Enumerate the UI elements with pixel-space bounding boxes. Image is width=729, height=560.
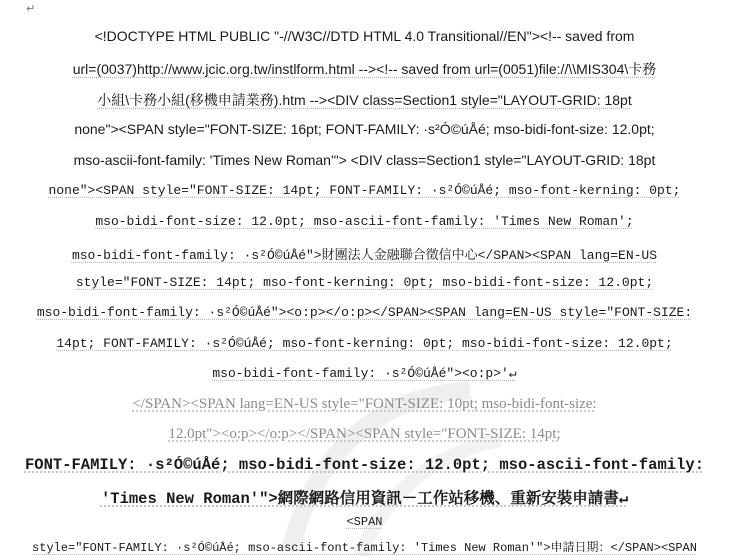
text-line: FONT-FAMILY: ·s²Ó©úÅé; mso-bidi-font-size: 12.0pt; mso-ascii-font-family: — [24, 456, 704, 474]
text-line: mso-bidi-font-family: ·s²Ó©úÅé"><o:p></o:p></SPAN><SPAN lang=EN-US style="FONT-SIZE: — [36, 305, 693, 320]
text-line: <SPAN — [346, 515, 383, 529]
text-line: <!DOCTYPE HTML PUBLIC "-//W3C//DTD HTML 4.0 Transitional//EN"><!-- saved from — [94, 28, 635, 44]
text-line: style="FONT-SIZE: 14pt; mso-font-kerning: 0pt; mso-bidi-font-size: 12.0pt; — [75, 275, 654, 290]
text-line: url=(0037)http://www.jcic.org.tw/instlform.html --><!-- saved from url=(0051)file://\\MIS304\卡務 — [72, 61, 657, 77]
text-line: </SPAN><SPAN lang=EN-US style="FONT-SIZE: 10pt; mso-bidi-font-size: — [132, 396, 597, 412]
text-line: 14pt; FONT-FAMILY: ·s²Ó©úÅé; mso-font-kerning: 0pt; mso-bidi-font-size: 12.0pt; — [56, 336, 673, 351]
text-line: mso-ascii-font-family: 'Times New Roman'"> <DIV class=Section1 style="LAYOUT-GRID: 18pt — [73, 152, 656, 168]
text-line: mso-bidi-font-family: ·s²Ó©úÅé">財團法人金融聯合徵信中心</SPAN><SPAN lang=EN-US — [71, 248, 658, 263]
text-line: 'Times New Roman'">網際網路信用資訊－工作站移機、重新安裝申請書↵ — [100, 490, 629, 508]
text-line: none"><SPAN style="FONT-SIZE: 14pt; FONT-FAMILY: ·s²Ó©úÅé; mso-font-kerning: 0pt; — [48, 183, 681, 198]
paragraph-mark-icon: ↵ — [26, 2, 36, 15]
text-line: mso-bidi-font-size: 12.0pt; mso-ascii-font-family: 'Times New Roman'; — [95, 214, 634, 229]
text-line: 12.0pt"><o:p></o:p></SPAN><SPAN style="FONT-SIZE: 14pt; — [168, 426, 561, 442]
text-line: none"><SPAN style="FONT-SIZE: 16pt; FONT-FAMILY: ·s²Ó©úÅé; mso-bidi-font-size: 12.0pt; — [74, 121, 655, 137]
text-line: mso-bidi-font-family: ·s²Ó©úÅé"><o:p>'↵ — [212, 366, 517, 381]
text-line: style="FONT-FAMILY: ·s²Ó©úÅé; mso-ascii-font-family: 'Times New Roman'">申請日期：</SPAN><SPAN — [32, 541, 697, 555]
text-line: 小組\卡務小組(移機申請業務).htm --><DIV class=Section1 style="LAYOUT-GRID: 18pt — [97, 92, 632, 108]
